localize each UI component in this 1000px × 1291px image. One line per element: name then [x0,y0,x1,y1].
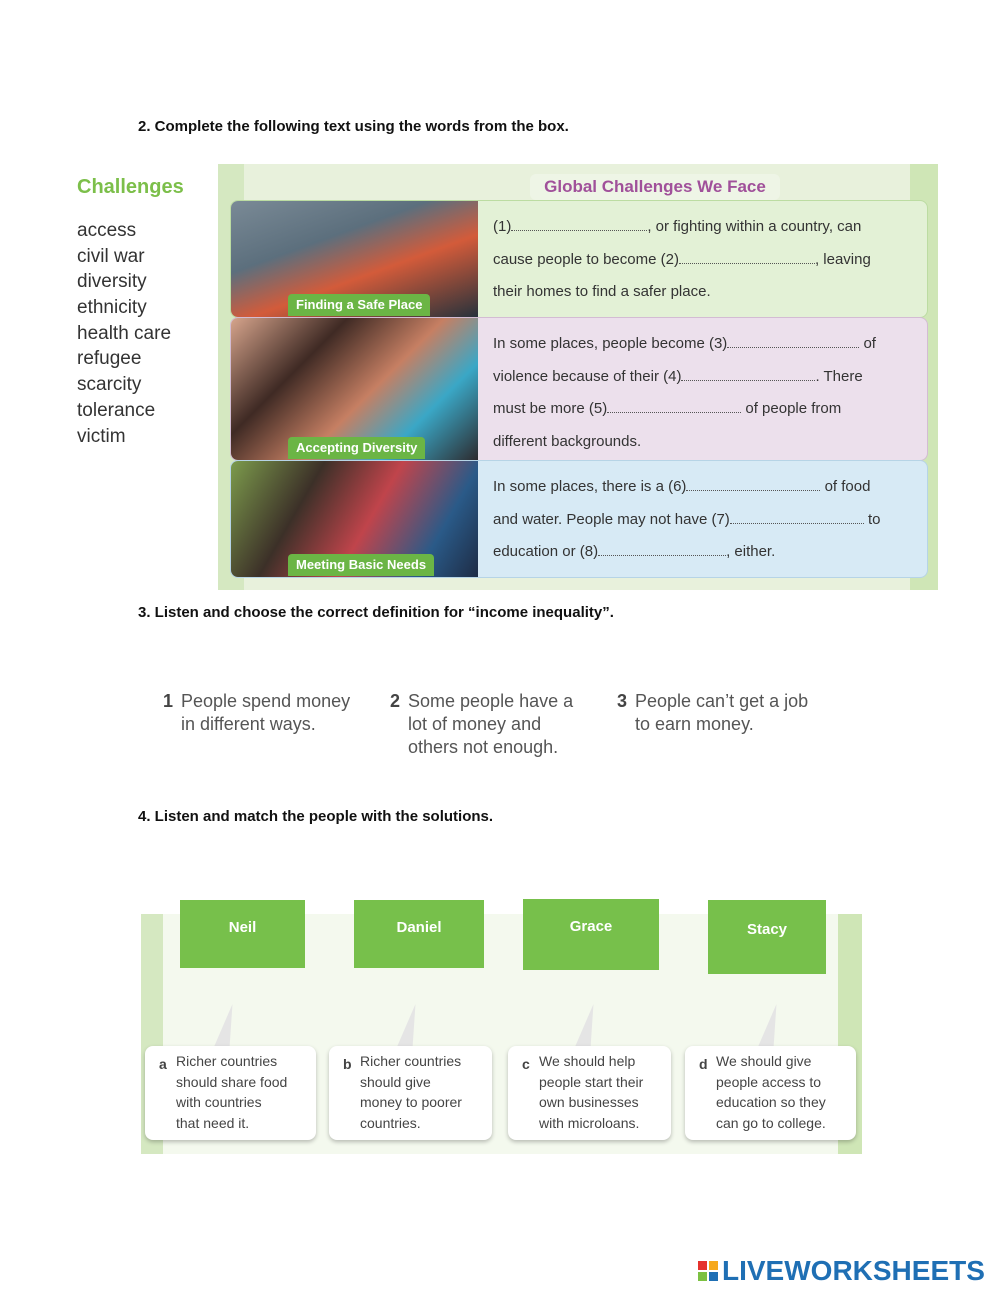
solution-text [539,1051,663,1133]
challenge-row-basic-needs [230,460,928,578]
solution-line: that need it. [176,1114,250,1131]
person-daniel[interactable]: Daniel [354,900,484,968]
solution-card-d[interactable] [685,1046,856,1140]
text-segment: cause people to become (2) [493,250,679,268]
text-segment: of food [820,478,871,495]
word-item: ethnicity [77,297,147,319]
option-number: 1 [163,691,174,711]
blank-2[interactable] [679,249,815,264]
solution-line: We should give [716,1053,812,1069]
solution-card-c[interactable] [508,1046,671,1140]
word-item: scarcity [77,374,142,396]
text-segment: of people from [741,400,842,417]
text-segment: , leaving [814,250,871,268]
solution-card-a[interactable] [145,1046,316,1140]
solution-text [360,1051,484,1133]
text-segment: different backgrounds. [493,432,642,450]
question-2-instruction: 2. Complete the following text using the words from the box. [138,118,569,135]
text-segment: and water. People may not have (7) [493,510,730,528]
text-segment: , either. [726,543,776,560]
challenge-text [493,471,913,569]
word-item: health care [77,322,172,344]
option-text [181,690,350,736]
photo-label: Meeting Basic Needs [288,554,434,576]
person-neil[interactable]: Neil [180,900,305,968]
word-item: diversity [77,271,147,293]
blank-3[interactable] [727,333,859,348]
liveworksheets-logo [698,1255,985,1287]
solution-letter: a [159,1056,167,1072]
word-item: tolerance [77,399,156,421]
question-3-instruction: 3. Listen and choose the correct definition for “income inequality”. [138,604,614,621]
option-line: People spend money [181,691,351,711]
solution-card-b[interactable] [329,1046,492,1140]
solution-letter: d [699,1056,708,1072]
challenge-text [493,211,913,309]
solution-line: Richer countries [360,1053,462,1069]
solution-line: people access to [716,1073,822,1090]
panel-title: Global Challenges We Face [530,174,780,200]
solution-text [716,1051,848,1133]
word-item: access [77,220,137,241]
challenge-text [493,328,913,458]
option-line: lot of money and [408,714,542,734]
option-line: Some people have a [408,691,574,711]
text-segment: of [859,335,876,352]
logo-mark-icon [698,1261,718,1281]
blank-6[interactable] [686,476,820,491]
solution-line: countries. [360,1114,421,1131]
text-segment: their homes to find a safer place. [493,283,711,300]
solution-line: own businesses [539,1094,639,1110]
solution-text [176,1051,308,1133]
text-segment: violence because of their (4) [493,367,682,385]
word-box-title: Challenges [77,176,184,198]
option-text [408,690,573,759]
text-segment: In some places, people become (3) [493,335,728,352]
solution-line: money to poorer [360,1094,462,1110]
blank-5[interactable] [607,398,741,413]
word-box-list [77,218,171,449]
solution-line: should share food [176,1073,288,1090]
definition-option-3[interactable] [617,690,847,760]
logo-tile [698,1272,707,1281]
logo-tile [709,1272,718,1281]
text-segment: , or fighting within a country, can [647,218,862,235]
word-item: civil war [77,245,145,267]
solution-letter: b [343,1056,352,1072]
text-segment: In some places, there is a (6) [493,478,687,495]
photo-label: Accepting Diversity [288,437,425,459]
challenge-row-safe-place [230,200,928,318]
solution-line: Richer countries [176,1053,278,1069]
blank-1[interactable] [511,216,647,231]
option-number: 3 [617,691,628,711]
definition-option-1[interactable] [163,690,373,760]
solution-line: We should help [539,1053,636,1069]
text-segment: must be more (5) [493,400,608,417]
option-line: in different ways. [181,714,316,734]
text-segment: . There [815,367,863,385]
child-drinking-photo [231,461,478,577]
blank-7[interactable] [730,509,864,524]
logo-tile [709,1261,718,1270]
children-photo [231,318,478,460]
solution-line: with microloans. [539,1114,640,1131]
solution-line: people start their [539,1073,644,1090]
blank-4[interactable] [681,366,815,381]
solution-line: can go to college. [716,1114,826,1131]
option-text [635,690,808,736]
solution-line: should give [360,1073,431,1090]
solution-line: education so they [716,1094,826,1110]
logo-text: LIVEWORKSHEETS [722,1255,985,1286]
text-segment: (1) [493,218,512,235]
word-item: refugee [77,348,142,370]
question-4-instruction: 4. Listen and match the people with the solutions. [138,808,494,825]
logo-tile [698,1261,707,1270]
definition-option-2[interactable] [390,690,600,760]
solution-line: with countries [176,1094,262,1110]
challenge-row-diversity [230,317,928,461]
option-line: others not enough. [408,737,559,757]
solution-letter: c [522,1056,530,1072]
option-number: 2 [390,691,401,711]
person-stacy[interactable]: Stacy [708,900,826,974]
option-line: to earn money. [635,714,754,734]
word-item: victim [77,425,126,447]
blank-8[interactable] [598,541,726,556]
text-segment: to [863,510,881,528]
option-line: People can’t get a job [635,691,809,711]
text-segment: education or (8) [493,543,599,560]
photo-label: Finding a Safe Place [288,294,430,316]
person-grace[interactable]: Grace [523,899,659,970]
refugees-photo [231,201,478,317]
